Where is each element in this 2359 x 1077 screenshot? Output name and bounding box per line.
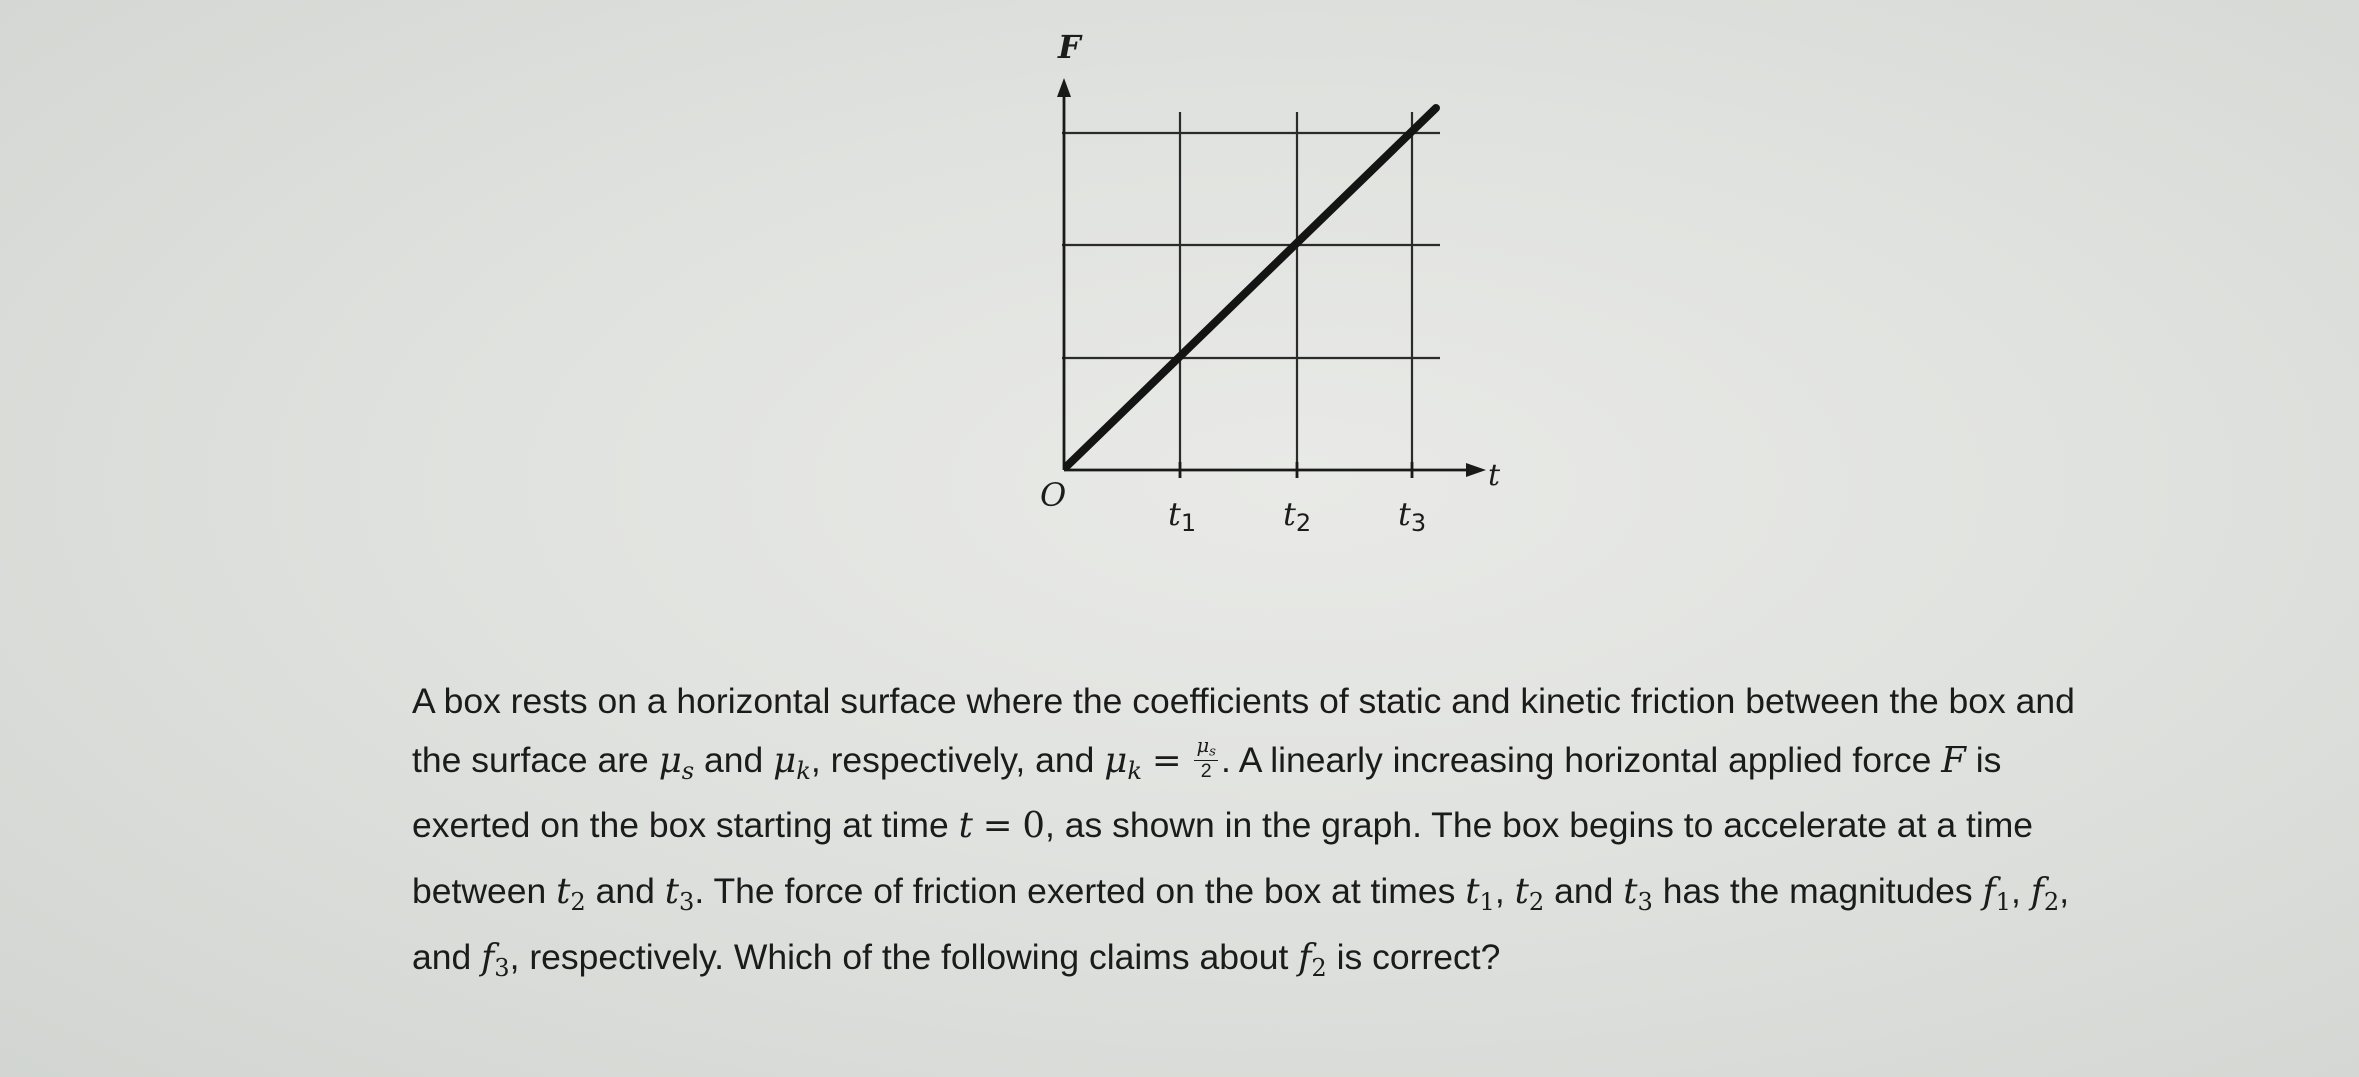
f3-symbol: $f_3$ [481,937,510,982]
t1-symbol: $t_1$ [1465,871,1495,916]
equals-sign: = [982,805,1013,846]
text-segment: , [2011,871,2021,911]
t3-symbol: $t_3$ [1623,871,1653,916]
time-symbol: t [958,805,973,846]
problem-line-5 [412,937,1501,982]
f1-symbol: $f_1$ [1982,871,2012,916]
force-line [1067,108,1436,466]
text-segment: , [2059,871,2070,911]
y-axis-label: F [1058,28,1081,66]
problem-line-3 [412,805,2034,846]
text-segment: and [1554,871,1614,911]
zero-value: 0 [1022,805,1045,846]
text-segment: is correct? [1336,937,1501,977]
tick-label-t1: t1 [1168,495,1197,537]
text-segment: exerted on the box starting at time [412,805,949,845]
mu-k-symbol: $\mu_k$ [773,739,811,785]
text-segment: and [412,937,472,977]
f2-symbol: $f_2$ [2030,871,2060,916]
text-segment: is [1975,739,2002,780]
t2-symbol: $t_2$ [1514,871,1545,916]
x-axis-arrow [1466,463,1486,477]
f2-symbol: $f_2$ [1298,937,1327,982]
x-axis-label: t [1488,458,1501,493]
mu-s-over-2-fraction: $\frac{\mu_s}{2}$ [1196,734,1216,782]
y-axis-arrow [1057,78,1071,97]
tick-label-t3: t3 [1398,495,1427,537]
text-segment: between [412,871,547,911]
mu-k-equation-lhs: $\mu_k$ [1104,739,1142,785]
problem-line-1 [412,681,2075,721]
text-segment: . A linearly increasing horizontal applied force [1220,739,1932,780]
origin-label: O [1040,476,1067,514]
text-segment: , [810,739,821,780]
problem-line-4 [412,871,2070,916]
problem-line-2 [412,734,2002,785]
equals-sign: = [1151,739,1182,781]
text-segment: , respectively. Which of the following claims about [509,937,1289,977]
text-segment: and [704,739,764,780]
text-segment: has the magnitudes [1662,871,1973,911]
text-segment: the surface are [412,739,649,780]
t3-symbol: $t_3$ [664,871,695,916]
text-segment: . The force of friction exerted on the box at times [694,871,1456,911]
text-segment: , [1494,871,1505,911]
text-segment: , as shown in the graph. The box begins to accelerate at a time [1045,805,2034,845]
text-segment: respectively, and [830,739,1095,780]
tick-label-t2: t2 [1283,495,1312,537]
text-segment: A box rests on a horizontal surface where the coefficients of static and kinetic friction between the box and [412,681,2075,721]
mu-s-symbol: $\mu_s$ [658,739,695,785]
text-segment: and [595,871,655,911]
force-symbol: F [1941,739,1966,781]
t2-symbol: $t_2$ [556,871,586,916]
